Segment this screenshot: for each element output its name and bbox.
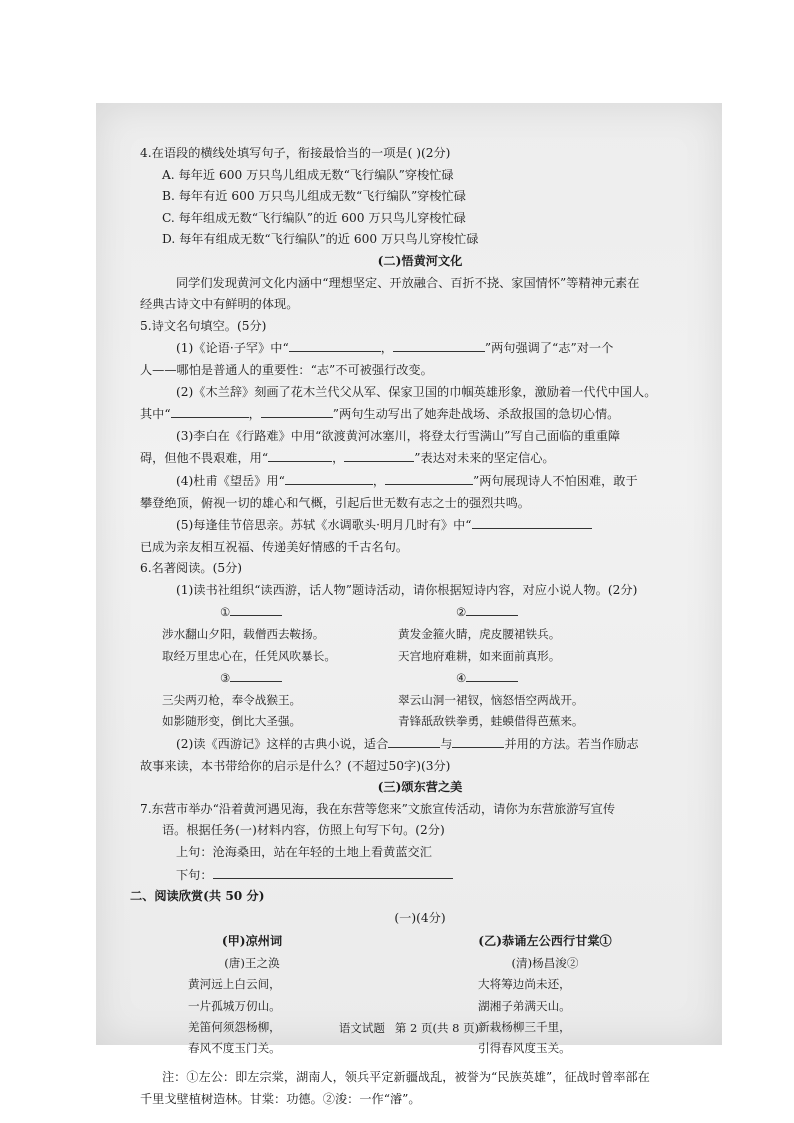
poem-b-line: 新栽杨柳三千里， [478,1020,571,1034]
poem-b-title: (乙)恭诵左公西行甘棠① [478,934,612,949]
q6-left-column [162,601,356,733]
q5-2-text-b: 其中“ [140,407,171,422]
q6-2-text-a: (2)读《西游记》这样的古典小说，适合 [176,737,389,752]
q6-num-1: ① [220,605,231,620]
q6-num-2: ② [456,605,467,620]
q6-verse-2b: 天宫地府难耕，如来面前真形。 [398,648,561,663]
poem-b [440,931,650,1059]
q5-2-text-d: ”两句生动写出了她奔赴战场、杀敌报国的急切心情。 [332,407,620,422]
poem-a-title: (甲)凉州词 [221,934,283,949]
section-2-intro-2: 经典古诗文中有鲜明的体现。 [140,297,299,312]
q6-part-1: (1)读书社组织“读西游，话人物”题诗活动，请你根据短诗内容，对应小说人物。(2分) [176,582,638,597]
q6-2-text-b: 与 [440,737,453,752]
q7-upper-line: 上句：沧海桑田，站在年轻的土地上看黄蓝交汇 [176,845,432,859]
q6-verse-1a: 涉水翻山夕阳，载僧西去鞍扬。 [162,627,325,642]
q5-1-text-a: (1)《论语·子罕》中“ [176,341,289,356]
poem-a-line: 羌笛何须怨杨柳， [188,1020,281,1034]
q5-3-text-c: ， [332,451,345,466]
q6-verse-1b: 取经万里忠心在，任凭风吹暴长。 [162,648,336,663]
answer-blank[interactable] [261,403,333,418]
q5-item-4-cont: 攀登绝顶，俯视一切的雄心和气概，引起后世无数有志之士的强烈共鸣。 [140,495,530,510]
answer-blank[interactable] [466,601,518,616]
q5-item-5 [140,514,700,537]
q5-item-3: (3)李白在《行路难》中用“欲渡黄河冰塞川，将登太行雪满山”写自己面临的重重障 [176,428,621,443]
q4-option-a: A. 每年近 600 万只鸟儿组成无数“飞行编队”穿梭忙碌 [162,167,454,182]
q7-stem-2: 语。根据任务(一)材料内容，仿照上句写下句。(2分) [162,823,445,838]
q5-item-5-cont: 已成为亲友相互祝福、传递美好情感的千古名句。 [140,539,409,554]
exam-content [130,143,700,1111]
q6-2-text-c: 并用的方法。若当作励志 [504,737,639,752]
poems-area [140,931,700,1061]
q5-4-text-a: (4)杜甫《望岳》用“ [176,473,285,488]
q6-stem: 6.名著阅读。(5分) [140,561,243,576]
exam-page [96,103,722,1106]
q5-3-text-b: 碍，但他不畏艰难，用“ [140,451,269,466]
q5-item-3-cont [140,447,700,470]
answer-blank[interactable] [268,447,332,462]
q5-2-text-c: ， [248,407,261,422]
q4-option-c: C. 每年组成无数“飞行编队”的近 600 万只鸟儿穿梭忙碌 [162,210,466,225]
poem-b-line: 湖湘子弟满天山。 [478,998,571,1013]
q5-item-2-cont [140,403,700,426]
poem-a-line: 一片孤城万仞山。 [188,998,281,1013]
answer-blank[interactable] [385,470,473,485]
q5-1-text-b: ， [380,341,393,356]
q6-num-4: ④ [456,671,467,686]
notes-line-1: 注：①左公：即左宗棠，湖南人，领兵平定新疆战乱，被誉为“民族英雄”，征战时曾率部在 [162,1070,650,1085]
part-2-subtitle: (一)(4分) [394,910,446,925]
q6-verse-4a: 翠云山洞一裙钗，恼怒悟空两战开。 [398,692,584,707]
q6-part-2-cont: 故事来读，本书带给你的启示是什么？(不超过50字)(3分) [140,758,451,773]
q6-verse-3b: 如影随形变，倒比大圣强。 [162,714,302,729]
q5-3-text-d: ”表达对未来的坚定信心。 [414,451,555,466]
answer-blank[interactable] [466,667,518,682]
q6-verse-4b: 青锋舐敌铁拳勇，蛙蟆借得芭蕉来。 [398,714,584,729]
q7-lower-label: 下句： [176,867,213,882]
answer-blank[interactable] [230,667,282,682]
q5-item-2: (2)《木兰辞》刻画了花木兰代父从军、保家卫国的巾帼英雄形象，激励着一代代中国人。 [176,384,657,399]
footer-page-number: 第 2 页(共 8 页) [394,1021,480,1035]
answer-blank[interactable] [289,337,381,352]
answer-blank[interactable] [472,514,592,529]
answer-blank[interactable] [393,337,485,352]
poem-b-line: 引得春风度玉关。 [478,1041,571,1056]
q6-part-2 [140,733,700,756]
q5-item-1 [140,337,700,360]
poem-a-line: 春风不度玉门关。 [188,1041,281,1056]
answer-blank[interactable] [452,733,504,748]
part-2-title: 二、阅读欣赏(共 50 分) [130,889,265,904]
q5-item-4 [140,470,700,493]
section-2-title: (二)悟黄河文化 [377,253,463,268]
q4-stem: 4.在语段的横线处填写句子，衔接最恰当的一项是( )(2分) [140,146,451,160]
section-3-title: (三)颂东营之美 [377,780,463,795]
q5-stem: 5.诗文名句填空。(5分) [140,318,267,333]
answer-blank[interactable] [388,733,440,748]
answer-blank[interactable] [285,470,373,485]
poem-b-line: 大将筹边尚未还， [478,977,571,992]
answer-blank[interactable] [171,403,249,418]
q6-num-3: ③ [220,671,231,686]
section-2-intro-1: 同学们发现黄河文化内涵中“理想坚定、开放融合、百折不挠、家国情怀”等精神元素在 [176,275,640,290]
q4-option-b: B. 每年有近 600 万只鸟儿组成无数“飞行编队”穿梭忙碌 [162,189,466,204]
q6-verse-3a: 三尖两刃枪，奉令战猴王。 [162,692,302,707]
answer-blank[interactable] [230,601,282,616]
answer-blank[interactable] [213,864,453,879]
q4-option-d: D. 每年有组成无数“飞行编队”的近 600 万只鸟儿穿梭忙碌 [162,232,479,247]
q5-5-text-a: (5)每逢佳节倍思亲。苏轼《水调歌头·明月几时有》中“ [176,518,472,533]
q6-verse-2a: 黄发金箍火睛，虎皮腰裙铁兵。 [398,627,561,642]
q7-lower-line [140,864,700,887]
page-footer [96,1020,722,1036]
q6-poem-grid [162,601,592,733]
q5-4-text-b: ， [372,473,385,488]
poem-b-author: (清)杨昌浚② [511,955,579,970]
q5-4-text-c: ”两句展现诗人不怕困难，敢于 [473,473,638,488]
answer-blank[interactable] [344,447,414,462]
poem-a [162,931,342,1059]
footer-subject: 语文试题 [338,1021,385,1035]
poem-a-line: 黄河远上白云间， [188,977,281,992]
q7-stem-1: 7.东营市举办“沿着黄河遇见海，我在东营等您来”文旅宣传活动，请你为东营旅游写宣传 [140,801,616,816]
q6-right-column [356,601,592,733]
q5-1-text-c: ”两句强调了“志”对一个 [484,341,614,356]
q5-item-1-cont: 人——哪怕是普通人的重要性：“志”不可被强行改变。 [140,362,433,377]
notes-line-2: 千里戈壁植树造林。甘棠：功德。②浚：一作“濬”。 [140,1091,421,1106]
poem-a-author: (唐)王之涣 [224,955,280,970]
